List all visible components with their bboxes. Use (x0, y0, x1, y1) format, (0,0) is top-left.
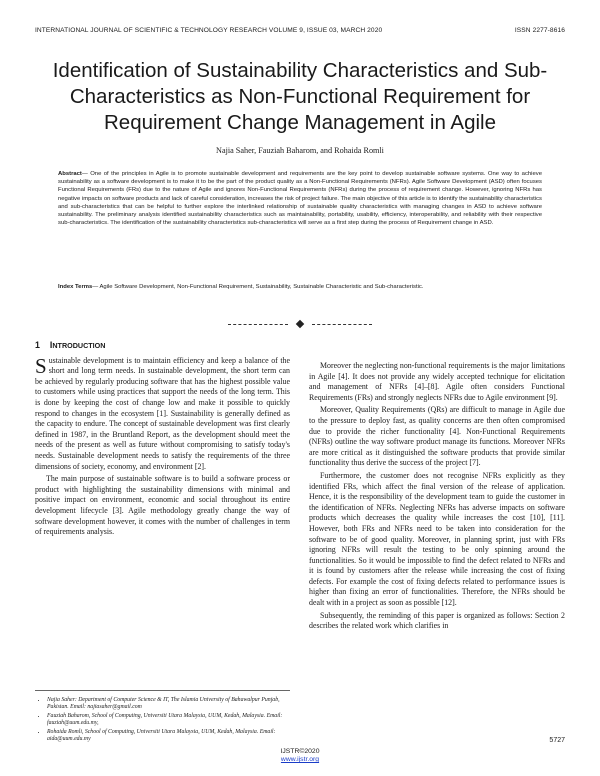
divider-dash-left (228, 324, 288, 325)
right-paragraph-1: Moreover the neglecting non-functional requirements is the major limitations in Agile [4]. It does not provide any widely accepted technique for elicitation and management of NFRs [4]–[8]. Agile often considers Functional Requirements (FRs) and strongly neglects NFRs due to Agile environment [9]. (309, 361, 565, 402)
index-terms (58, 283, 542, 291)
footer-url-link[interactable]: www.ijstr.org (280, 756, 320, 764)
right-paragraph-4: Subsequently, the reminding of this paper is organized as follows: Section 2 describes the related work which clarifies in (309, 610, 565, 631)
right-paragraph-2: Moreover, Quality Requirements (QRs) are difficult to manage in Agile due to the pressure to deploy fast, as quality concerns are then often compromised due to provide the richer functionality [4]. Non-Functional Requirements (NFRs) outline the way software product manage its functions. Moreover NFRs are more critical as it distinguished the software products that provide similar functionality thus derive the success of the project [7]. (309, 405, 565, 468)
journal-name: INTERNATIONAL JOURNAL OF SCIENTIFIC & TECHNOLOGY RESEARCH VOLUME 9, ISSUE 03, MARCH 2020 (35, 27, 383, 34)
section-number: 1 (35, 340, 40, 350)
footer-org: IJSTR©2020 (280, 748, 320, 755)
page-number: 5727 (549, 737, 565, 744)
index-terms-sep: — (92, 284, 100, 290)
footnote-item: • Rohaida Romli, School of Computing, Universiti Utara Malaysia, UUM, Kedah, Malaysia. Email: aida@uum.edu.my (47, 729, 290, 744)
drop-cap: S (35, 353, 47, 378)
running-header (35, 27, 565, 34)
left-column (35, 340, 290, 538)
intro-paragraph-2: The main purpose of sustainable software is to build a software process or product with highlighting the sustainability dimensions with minimal and positive impact on environment, economic and social throughout its entire development lifecycle [3]. Agile methodology greatly change the way of software development however, it comes with the number of challenges in term of requirements analysis. (35, 474, 290, 537)
authors: Najia Saher, Fauziah Baharom, and Rohaida Romli (216, 146, 384, 155)
diamond-icon (296, 320, 304, 328)
right-paragraph-3: Furthermore, the customer does not recognise NFRs explicitly as they identified FRs, which affect the final version of the release of application. Hence, it is the responsibility of the development team to guide the customer in the identification of NFRs. Neglecting NFRs has adverse impacts on software products which decreases the quality while increases the cost [10], [11]. However, both FRs and NFRs need to be taken into consideration for the software to be of good quality. Moreover, in planning sprint, just with FRs ignoring NFRs will result the testing to be only spinning around the functionalities. So it would be impossible to find the defect related to NFRs and it is found by customers after the release while increasing the cost of fixing defects. For example the cost of fixing defects related to performance issues is higher than fixing an error of functionalities. Therefore, the NFRs should be dealt with in a project as soon as possible [12]. (309, 470, 565, 608)
section-divider (0, 319, 600, 328)
section-heading (35, 340, 290, 352)
intro-paragraph-1-text: ustainable development is to maintain efficiency and keep a balance of the short and long term needs. In sustainable development, the short term can be achieved by regularly producing software that has the highest possible value to customers while using practices that support the needs of the long term. This is done by keeping the cost of change low and make it possible to quickly respond to changes in the ecosystem [1]. Sustainability is generally defined as the capacity to endure. The concept of sustainable development was first clearly defined in 1987, in the Bruntland Report, as the development should meet the needs of the present as well as future without compromising to satisfy today's needs. Sustainable development needs to satisfy the requirements of the three dimensions of society, economy, and environment [2]. (35, 355, 290, 471)
index-terms-text: Agile Software Development, Non-Functional Requirement, Sustainability, Sustainable Characteristic and Sub-characteristic. (99, 284, 424, 290)
section-heading-rest: NTRODUCTION (52, 341, 106, 350)
paper-title: Identification of Sustainability Characteristics and Sub-Characteristics as Non-Functional Requirement for Requirement Change Management in Agile (52, 59, 548, 134)
footnote-item: • Najia Saher: Department of Computer Science & IT, The Islamia University of Bahawalpur Punjab, Pakistan. Email: najiasaher@gmail.com (47, 697, 290, 712)
footnote-item: • Fauziah Baharom, School of Computing, Universiti Utara Malaysia, UUM, Kedah, Malaysia. Email: fauziah@uum.edu.my, (47, 713, 290, 728)
section-heading-initial: I (49, 340, 53, 350)
index-terms-label: Index Terms (58, 284, 93, 290)
intro-paragraph-1 (35, 353, 290, 473)
abstract-sep: — (81, 171, 91, 177)
abstract-text: One of the principles in Agile is to promote sustainable development and requirements are the key point to develop sustainable software systems. One way to achieve sustainability as a software development is to make it to be the part of the product quality as a Non-Functional Requirements (NFRs). Agile Software Development (ASD) often focuses Functional Requirements (FRs) due to the nature of Agile and ignores Non-Functional Requirements (NFRs) during the process of requirement change. However, ignoring NFRs has negative impacts on software products and lack of careful consideration, increases the risk of project failure. The main objective of this article is to identify the sustainability characteristics and sub-characteristics that can be helpful to further explore the interlinked relationship of sustainable quality characteristics with managing changes in ASD to achieve software sustainability. The preliminary analysis identified sustainability characteristics such as maintainability, portability, usability, efficiency, interoperability, and reliability with their respective sub-characteristics. The identification of the sustainability characteristics sub-characteristics will serve as a first step during the process of Requirement change in ASD. (58, 171, 542, 227)
divider-dash-right (312, 324, 372, 325)
right-column (309, 361, 565, 632)
author-footnotes (35, 690, 290, 744)
abstract (58, 170, 542, 227)
abstract-label: Abstract (58, 171, 82, 177)
page-footer (0, 748, 600, 765)
issn: ISSN 2277-8616 (514, 27, 565, 34)
